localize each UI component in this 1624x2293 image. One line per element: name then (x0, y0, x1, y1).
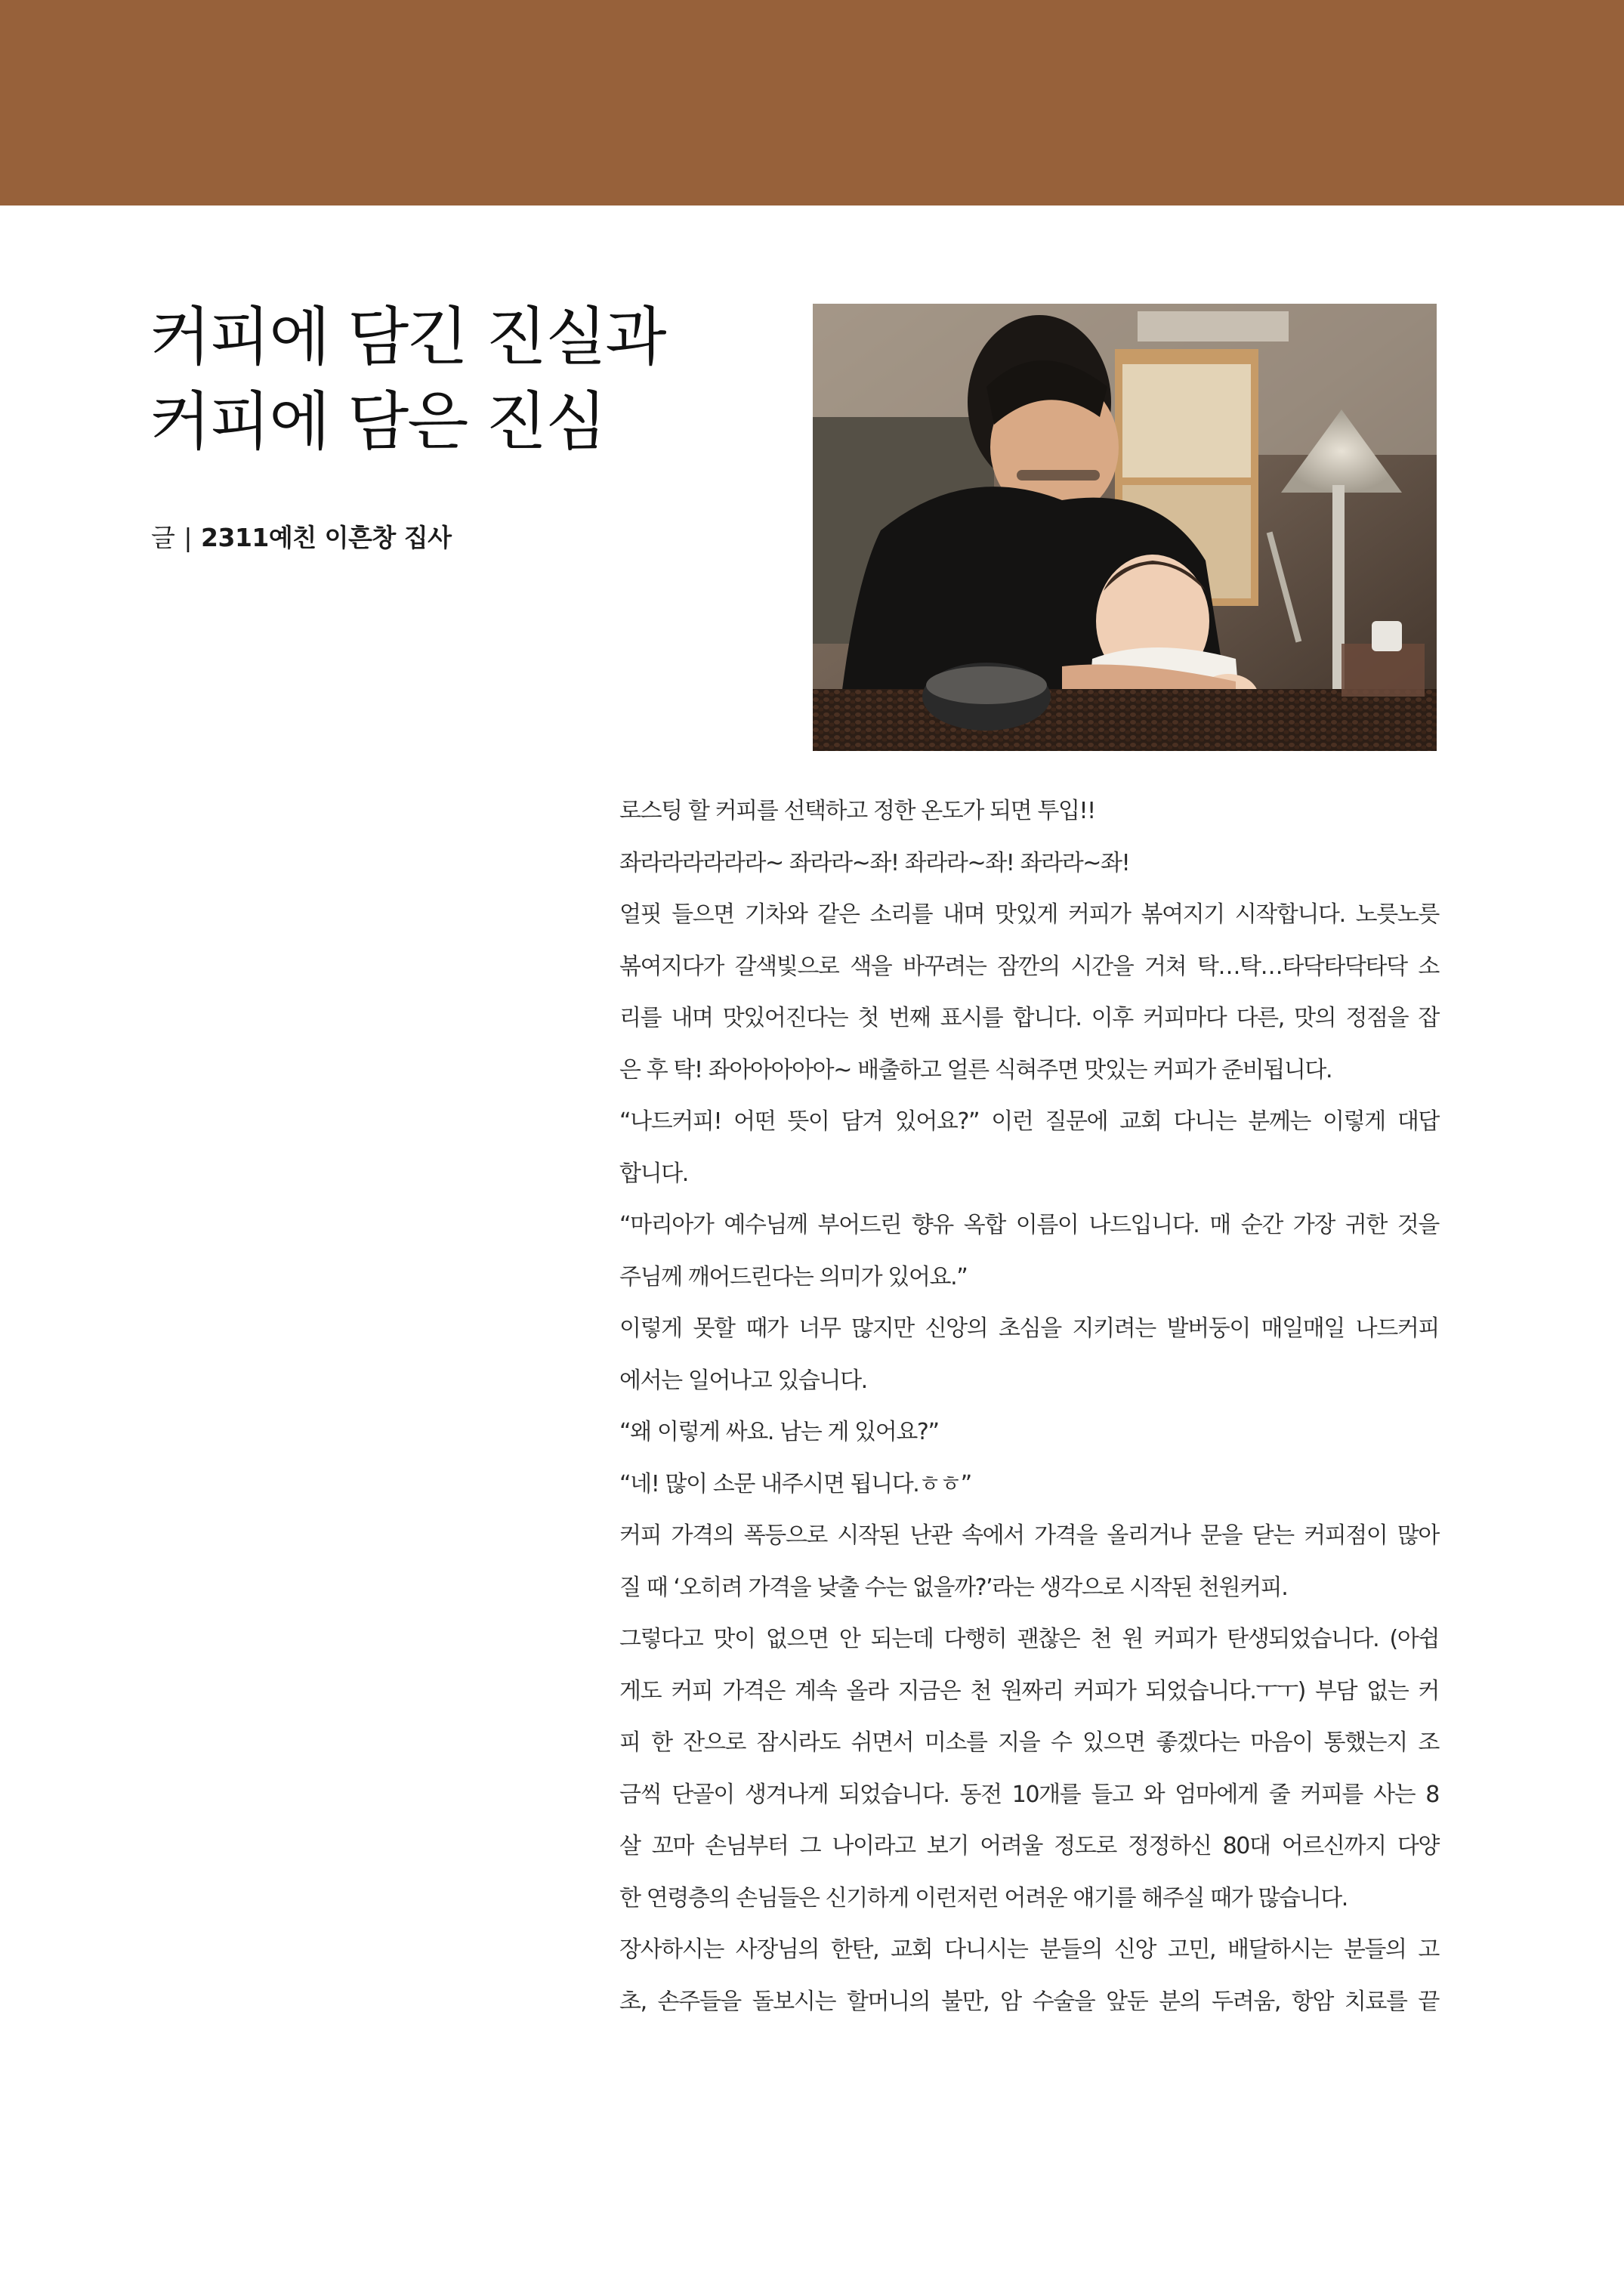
paragraph-line: 장사하시는 사장님의 한탄, 교회 다니시는 분들의 신앙 고민, 배달하시는 분들의 고 (619, 1936, 1439, 1963)
byline-prefix: 글 (151, 523, 175, 552)
paragraph-line: 얼핏 들으면 기차와 같은 소리를 내며 맛있게 커피가 볶여지기 시작합니다. 노릇노릇 (619, 901, 1439, 928)
paragraph-line: “왜 이렇게 싸요. 남는 게 있어요?” (619, 1419, 939, 1445)
paragraph-line: 로스팅 할 커피를 선택하고 정한 온도가 되면 투입!! (619, 798, 1095, 824)
article-title (150, 295, 739, 464)
paragraph-line: 볶여지다가 갈색빛으로 색을 바꾸려는 잠깐의 시간을 거쳐 탁…탁…타닥타닥타닥 소 (619, 953, 1439, 980)
paragraph-line: “네! 많이 소문 내주시면 됩니다.ㅎㅎ” (619, 1470, 971, 1497)
paragraph-line: “마리아가 예수님께 부어드린 향유 옥합 이름이 나드입니다. 매 순간 가장 귀한 것을 (619, 1212, 1439, 1238)
paragraph-line: 에서는 일어나고 있습니다. (619, 1367, 867, 1394)
paragraph-line: 한 연령층의 손님들은 신기하게 이런저런 어려운 얘기를 해주실 때가 많습니다. (619, 1884, 1348, 1911)
paragraph-line: 피 한 잔으로 잠시라도 쉬면서 미소를 지을 수 있으면 좋겠다는 마음이 통했는지 조 (619, 1729, 1439, 1756)
paragraph-line: 주님께 깨어드린다는 의미가 있어요.” (619, 1263, 968, 1290)
article-photo (813, 304, 1437, 751)
paragraph-line: 초, 손주들을 돌보시는 할머니의 불만, 암 수술을 앞둔 분의 두려움, 항암 치료를 끝 (619, 1988, 1439, 2015)
article-body (619, 786, 1439, 2028)
article-title-line-2: 커피에 담은 진심 (150, 385, 606, 459)
article-title-line-1: 커피에 담긴 진실과 (150, 300, 665, 374)
paragraph-line: 은 후 탁! 좌아아아아아~ 배출하고 얼른 식혀주면 맛있는 커피가 준비됩니다. (619, 1056, 1332, 1083)
paragraph-line: 금씩 단골이 생겨나게 되었습니다. 동전 10개를 들고 와 엄마에게 줄 커피를 사는 8 (619, 1781, 1439, 1808)
paragraph-line: 살 꼬마 손님부터 그 나이라고 보기 어려울 정도로 정정하신 80대 어르신까지 다양 (619, 1833, 1439, 1859)
paragraph-line: 리를 내며 맛있어진다는 첫 번째 표시를 합니다. 이후 커피마다 다른, 맛의 정점을 잡 (619, 1005, 1439, 1031)
header-band (0, 0, 1624, 206)
paragraph-line: 합니다. (619, 1160, 688, 1187)
paragraph-line: 커피 가격의 폭등으로 시작된 난관 속에서 가격을 올리거나 문을 닫는 커피점이 많아 (619, 1522, 1439, 1549)
byline (151, 521, 452, 555)
photo-image (813, 304, 1437, 751)
paragraph-line: 게도 커피 가격은 계속 올라 지금은 천 원짜리 커피가 되었습니다.ㅜㅜ) 부담 없는 커 (619, 1677, 1439, 1704)
paragraph-line: 좌라라라라라라~ 좌라라~좌! 좌라라~좌! 좌라라~좌! (619, 849, 1130, 876)
paragraph-line: 질 때 ‘오히려 가격을 낮출 수는 없을까?’라는 생각으로 시작된 천원커피. (619, 1574, 1288, 1601)
byline-separator: | (184, 523, 193, 552)
paragraph-line: 이렇게 못할 때가 너무 많지만 신앙의 초심을 지키려는 발버둥이 매일매일 나드커피 (619, 1315, 1439, 1342)
byline-author: 2311예친 이흔창 집사 (201, 523, 452, 552)
paragraph-line: 그렇다고 맛이 없으면 안 되는데 다행히 괜찮은 천 원 커피가 탄생되었습니다. (아쉽 (619, 1626, 1439, 1652)
paragraph-line: “나드커피! 어떤 뜻이 담겨 있어요?” 이런 질문에 교회 다니는 분께는 이렇게 대답 (619, 1108, 1439, 1135)
